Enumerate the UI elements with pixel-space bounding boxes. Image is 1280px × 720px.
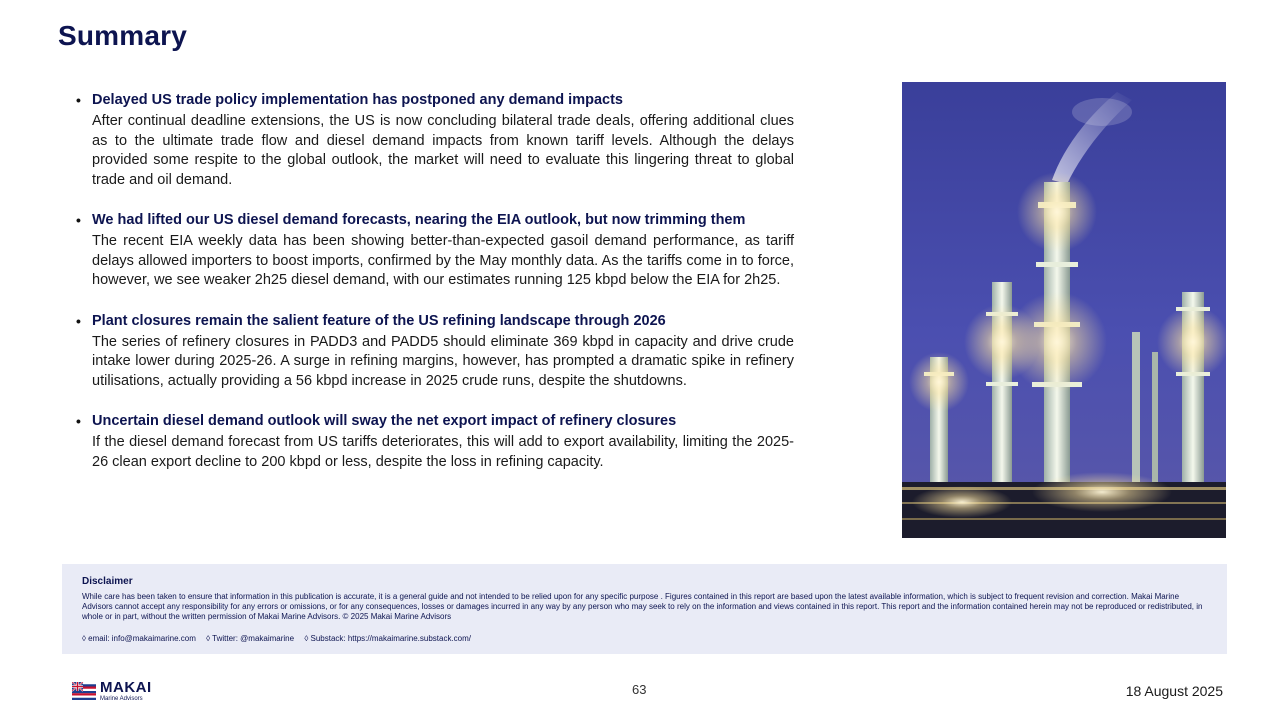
twitter-link[interactable]: ◊ Twitter: @makaimarine <box>206 634 295 643</box>
bullet-heading: We had lifted our US diesel demand forecasts, nearing the EIA outlook, but now trimming them <box>92 212 746 228</box>
bullet-dot-icon: • <box>76 312 81 329</box>
bullet-body: The recent EIA weekly data has been showing better-than-expected gasoil demand performance, as tariff delays allowed importers to boost imports, confirmed by the May monthly data. As the tariffs come in to force, however, we see weaker 2h25 diesel demand, with our estimates running 125 kbpd below the EIA for 2h25. <box>92 233 794 288</box>
hawaii-flag-icon <box>72 682 96 700</box>
contact-links <box>82 634 479 643</box>
bullet-body: If the diesel demand forecast from US tariffs deteriorates, this will add to export availability, limiting the 2025-26 clean export decline to 200 kbpd or less, despite the loss in refining capacity. <box>92 434 794 470</box>
logo-subtitle: Marine Advisors <box>100 696 143 702</box>
bullet-body: After continual deadline extensions, the US is now concluding bilateral trade deals, offering additional clues as to the ultimate trade flow and diesel demand impacts from known tariff levels. Although the delays provided some respite to the global outlook, the market will need to evaluate this lingering threat to global trade and oil demand. <box>92 113 794 188</box>
disclaimer-title: Disclaimer <box>82 576 133 587</box>
bullet-dot-icon: • <box>76 92 81 108</box>
bullet-item <box>76 311 794 392</box>
page-title: Summary <box>58 20 188 51</box>
bullet-heading: Uncertain diesel demand outlook will sway the net export impact of refinery closures <box>92 413 677 429</box>
email-link[interactable]: ◊ email: info@makaimarine.com <box>82 634 196 643</box>
bullet-heading: Delayed US trade policy implementation has postponed any demand impacts <box>92 92 623 108</box>
disclaimer-box <box>62 564 1227 654</box>
makai-logo <box>72 680 152 702</box>
page-number: 63 <box>632 682 647 697</box>
bullet-item <box>76 90 794 190</box>
summary-content <box>76 90 794 492</box>
report-date: 18 August 2025 <box>1125 683 1223 699</box>
bullet-heading: Plant closures remain the salient feature of the US refining landscape through 2026 <box>92 312 666 329</box>
refinery-photo <box>902 82 1226 538</box>
logo-name: MAKAI <box>100 679 152 696</box>
bullet-dot-icon: • <box>76 212 81 228</box>
bullet-body: The series of refinery closures in PADD3 and PADD5 should eliminate 369 kbpd in capacity and drive crude intake lower during 2025-26. A surge in refining margins, however, has prompted a dramatic spike in refinery utilisations, actually providing a 56 kbpd increase in 2025 crude runs, despite the shutdowns. <box>92 333 794 389</box>
bullet-dot-icon: • <box>76 413 81 429</box>
substack-link[interactable]: ◊ Substack: https://makaimarine.substack.com/ <box>304 634 471 643</box>
bullet-item <box>76 411 794 472</box>
disclaimer-text: While care has been taken to ensure that information in this publication is accurate, it is a general guide and not intended to be relied upon for any specific purpose . Figures contained in this report are based upon the latest available information, which is subject to frequent revision and correction. Makai Marine Advisors cannot accept any responsibility for any errors or omissions, or for any consequences, losses or damages incurred in any way by any person who may seek to rely on the information and views contained in this report. This report and the information contained herein may not be reproduced or redistributed, in whole or in part, without the written permission of Makai Marine Advisors. © 2025 Makai Marine Advisors <box>82 592 1203 621</box>
bullet-item <box>76 210 794 291</box>
